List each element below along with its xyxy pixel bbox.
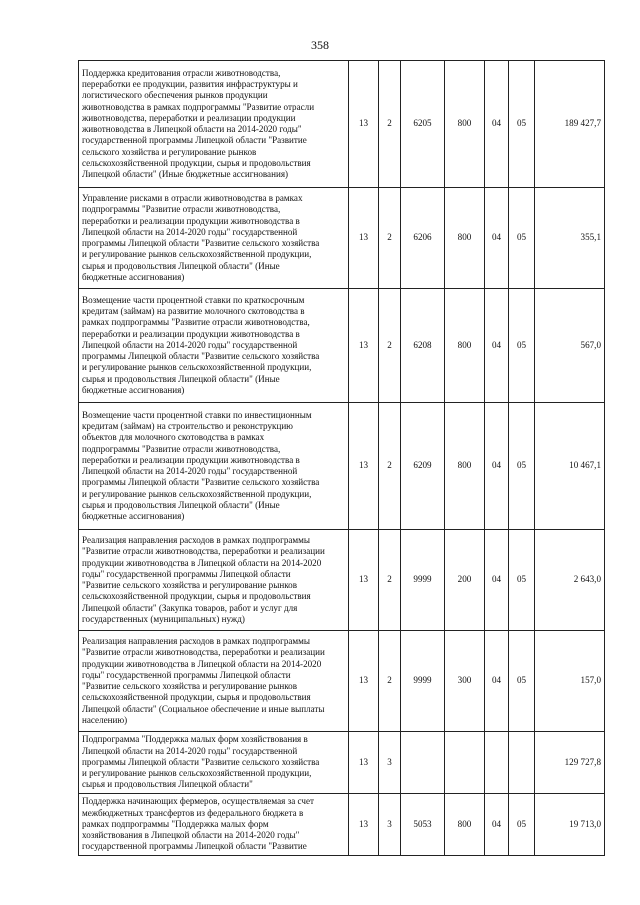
code-subsection-cell: 05 [509, 61, 535, 188]
row-description [79, 289, 349, 403]
code-article-cell: 5053 [401, 794, 445, 856]
description-line: логистического обеспечения рынков продукции [82, 90, 268, 101]
code-article-cell [401, 732, 445, 794]
description-line: подпрограммы "Развитие отрасли животноводства, [82, 443, 281, 454]
description-line: Липецкой области на 2014-2020 годы" государственной [82, 339, 298, 350]
code-expense-type-cell: 800 [445, 188, 485, 289]
row-description [79, 403, 349, 530]
description-line: сельскохозяйственной продукции, сырья и продовольствия [82, 591, 311, 602]
code-subsection-cell: 05 [509, 403, 535, 530]
description-line: государственной программы Липецкой области "Развитие [82, 841, 307, 852]
description-line: сельского хозяйства и регулирование рынков [82, 146, 257, 157]
code-article-cell: 6206 [401, 188, 445, 289]
code-ministry-cell: 13 [349, 289, 379, 403]
code-subsection-cell [509, 732, 535, 794]
description-line: животноводства в Липецкой области на 2014-2020 годы" [82, 124, 302, 134]
description-line: Липецкой области на 2014-2020 годы" государственной [82, 745, 298, 756]
code-subsection-cell: 05 [509, 289, 535, 403]
description-line: животноводства в рамках подпрограммы "Развитие отрасли [82, 101, 315, 112]
code-ministry-cell: 13 [349, 794, 379, 856]
row-description [79, 61, 349, 188]
description-line: кредитам (займам) на строительство и реконструкцию [82, 421, 293, 431]
description-line: переработки ее продукции, развития инфраструктуры и [82, 79, 298, 89]
description-line: государственных (муниципальных) нужд) [82, 613, 245, 624]
amount-cell: 129 727,8 [535, 732, 605, 794]
table-row [79, 794, 605, 856]
description-line: Возмещение части процентной ставки по инвестиционным [82, 409, 312, 420]
description-line: Поддержка кредитования отрасли животноводства, [82, 67, 281, 78]
description-line: бюджетные ассигнования) [82, 511, 185, 521]
code-article-cell: 9999 [401, 530, 445, 631]
code-subprogram-cell: 2 [379, 631, 401, 732]
description-line: животноводства, переработки и реализации продукции [82, 112, 296, 123]
code-subprogram-cell: 2 [379, 403, 401, 530]
description-line: Управление рисками в отрасли животноводства в рамках [82, 193, 303, 203]
code-article-cell: 6205 [401, 61, 445, 188]
description-line: рамках подпрограммы "Развитие отрасли животноводства, [82, 317, 310, 328]
code-ministry-cell: 13 [349, 61, 379, 188]
description-line: программы Липецкой области "Развитие сельского хозяйства [82, 756, 320, 767]
amount-cell: 189 427,7 [535, 61, 605, 188]
description-line: Реализация направления расходов в рамках подпрограммы [82, 636, 311, 646]
table-row [79, 188, 605, 289]
code-section-cell: 04 [485, 530, 509, 631]
code-expense-type-cell: 800 [445, 794, 485, 856]
amount-cell: 355,1 [535, 188, 605, 289]
code-ministry-cell: 13 [349, 403, 379, 530]
description-line: "Развитие отрасли животноводства, переработки и реализации [82, 546, 325, 557]
description-line: Реализация направления расходов в рамках подпрограммы [82, 535, 311, 545]
description-line: Возмещение части процентной ставки по краткосрочным [82, 294, 305, 305]
description-line: рамках подпрограммы "Поддержка малых форм [82, 818, 269, 829]
code-subprogram-cell: 2 [379, 188, 401, 289]
row-description [79, 530, 349, 631]
table-row [79, 403, 605, 530]
description-line: годы" государственной программы Липецкой области [82, 568, 291, 579]
description-line: сырья и продовольствия Липецкой области" (Иные [82, 260, 280, 271]
description-line: Липецкой области на 2014-2020 годы" государственной [82, 226, 298, 237]
table-row [79, 631, 605, 732]
code-article-cell: 6209 [401, 403, 445, 530]
description-line: сельскохозяйственной продукции, сырья и продовольствия [82, 157, 311, 168]
amount-cell: 2 643,0 [535, 530, 605, 631]
code-article-cell: 9999 [401, 631, 445, 732]
description-line: программы Липецкой области "Развитие сельского хозяйства [82, 477, 320, 488]
description-line: Липецкой области" (Иные бюджетные ассигнования) [82, 169, 289, 179]
description-line: населению) [82, 714, 128, 725]
description-line: годы" государственной программы Липецкой области [82, 669, 291, 680]
code-subsection-cell: 05 [509, 631, 535, 732]
table-row [79, 61, 605, 188]
description-line: программы Липецкой области "Развитие сельского хозяйства [82, 238, 320, 248]
description-line: государственной программы Липецкой области "Развитие [82, 135, 307, 146]
description-line: переработки и реализации продукции животноводства в [82, 454, 300, 465]
budget-table-body [79, 61, 605, 856]
description-line: бюджетные ассигнования) [82, 271, 185, 282]
description-line: объектов для молочного скотоводства в рамках [82, 432, 265, 443]
code-subsection-cell: 05 [509, 530, 535, 631]
description-line: Липецкой области" (Социальное обеспечение и иные выплаты [82, 703, 325, 714]
amount-cell: 567,0 [535, 289, 605, 403]
code-section-cell: 04 [485, 61, 509, 188]
code-section-cell: 04 [485, 188, 509, 289]
description-line: Липецкой области" (Закупка товаров, работ и услуг для [82, 602, 298, 613]
code-ministry-cell: 13 [349, 631, 379, 732]
description-line: переработки и реализации продукции животноводства в [82, 328, 300, 339]
description-line: и регулирование рынков сельскохозяйственной продукции, [82, 249, 312, 260]
description-line: продукции животноводства в Липецкой области на 2014-2020 [82, 658, 322, 669]
description-line: кредитам (займам) на развитие молочного скотоводства в [82, 306, 305, 317]
description-line: "Развитие отрасли животноводства, переработки и реализации [82, 647, 325, 658]
code-expense-type-cell: 800 [445, 403, 485, 530]
row-description [79, 732, 349, 794]
code-expense-type-cell [445, 732, 485, 794]
code-section-cell: 04 [485, 403, 509, 530]
code-subprogram-cell: 2 [379, 289, 401, 403]
code-ministry-cell: 13 [349, 188, 379, 289]
code-section-cell [485, 732, 509, 794]
code-ministry-cell: 13 [349, 732, 379, 794]
code-article-cell: 6208 [401, 289, 445, 403]
description-line: подпрограммы "Развитие отрасли животноводства, [82, 204, 281, 215]
description-line: и регулирование рынков сельскохозяйственной продукции, [82, 488, 312, 499]
description-line: Липецкой области на 2014-2020 годы" государственной [82, 466, 298, 476]
table-row [79, 289, 605, 403]
amount-cell: 157,0 [535, 631, 605, 732]
row-description [79, 794, 349, 856]
description-line: и регулирование рынков сельскохозяйственной продукции, [82, 362, 312, 373]
description-line: "Развитие сельского хозяйства и регулирование рынков [82, 580, 297, 590]
code-expense-type-cell: 300 [445, 631, 485, 732]
description-line: Подпрограмма "Поддержка малых форм хозяйствования в [82, 734, 308, 745]
description-line: сырья и продовольствия Липецкой области" [82, 779, 253, 790]
description-line: "Развитие сельского хозяйства и регулирование рынков [82, 681, 297, 691]
code-expense-type-cell: 800 [445, 289, 485, 403]
description-line: переработки и реализации продукции животноводства в [82, 215, 300, 226]
code-ministry-cell: 13 [349, 530, 379, 631]
budget-table [78, 60, 605, 856]
code-section-cell: 04 [485, 794, 509, 856]
description-line: сельскохозяйственной продукции, сырья и продовольствия [82, 692, 311, 703]
code-subprogram-cell: 3 [379, 794, 401, 856]
page-number: 358 [311, 38, 329, 52]
code-section-cell: 04 [485, 631, 509, 732]
table-row [79, 732, 605, 794]
description-line: сырья и продовольствия Липецкой области" (Иные [82, 373, 280, 384]
code-subprogram-cell: 2 [379, 61, 401, 188]
amount-cell: 19 713,0 [535, 794, 605, 856]
description-line: хозяйствования в Липецкой области на 2014-2020 годы" [82, 830, 300, 841]
code-subprogram-cell: 3 [379, 732, 401, 794]
description-line: сырья и продовольствия Липецкой области" (Иные [82, 499, 280, 510]
code-expense-type-cell: 800 [445, 61, 485, 188]
code-subprogram-cell: 2 [379, 530, 401, 631]
row-description [79, 631, 349, 732]
description-line: бюджетные ассигнования) [82, 384, 185, 395]
code-section-cell: 04 [485, 289, 509, 403]
code-expense-type-cell: 200 [445, 530, 485, 631]
description-line: Поддержка начинающих фермеров, осуществляемая за счет [82, 796, 314, 807]
table-row [79, 530, 605, 631]
description-line: программы Липецкой области "Развитие сельского хозяйства [82, 351, 320, 362]
code-subsection-cell: 05 [509, 188, 535, 289]
code-subsection-cell: 05 [509, 794, 535, 856]
description-line: продукции животноводства в Липецкой области на 2014-2020 [82, 557, 322, 568]
description-line: и регулирование рынков сельскохозяйственной продукции, [82, 768, 312, 779]
description-line: межбюджетных трансфертов из федерального бюджета в [82, 807, 304, 818]
amount-cell: 10 467,1 [535, 403, 605, 530]
row-description [79, 188, 349, 289]
